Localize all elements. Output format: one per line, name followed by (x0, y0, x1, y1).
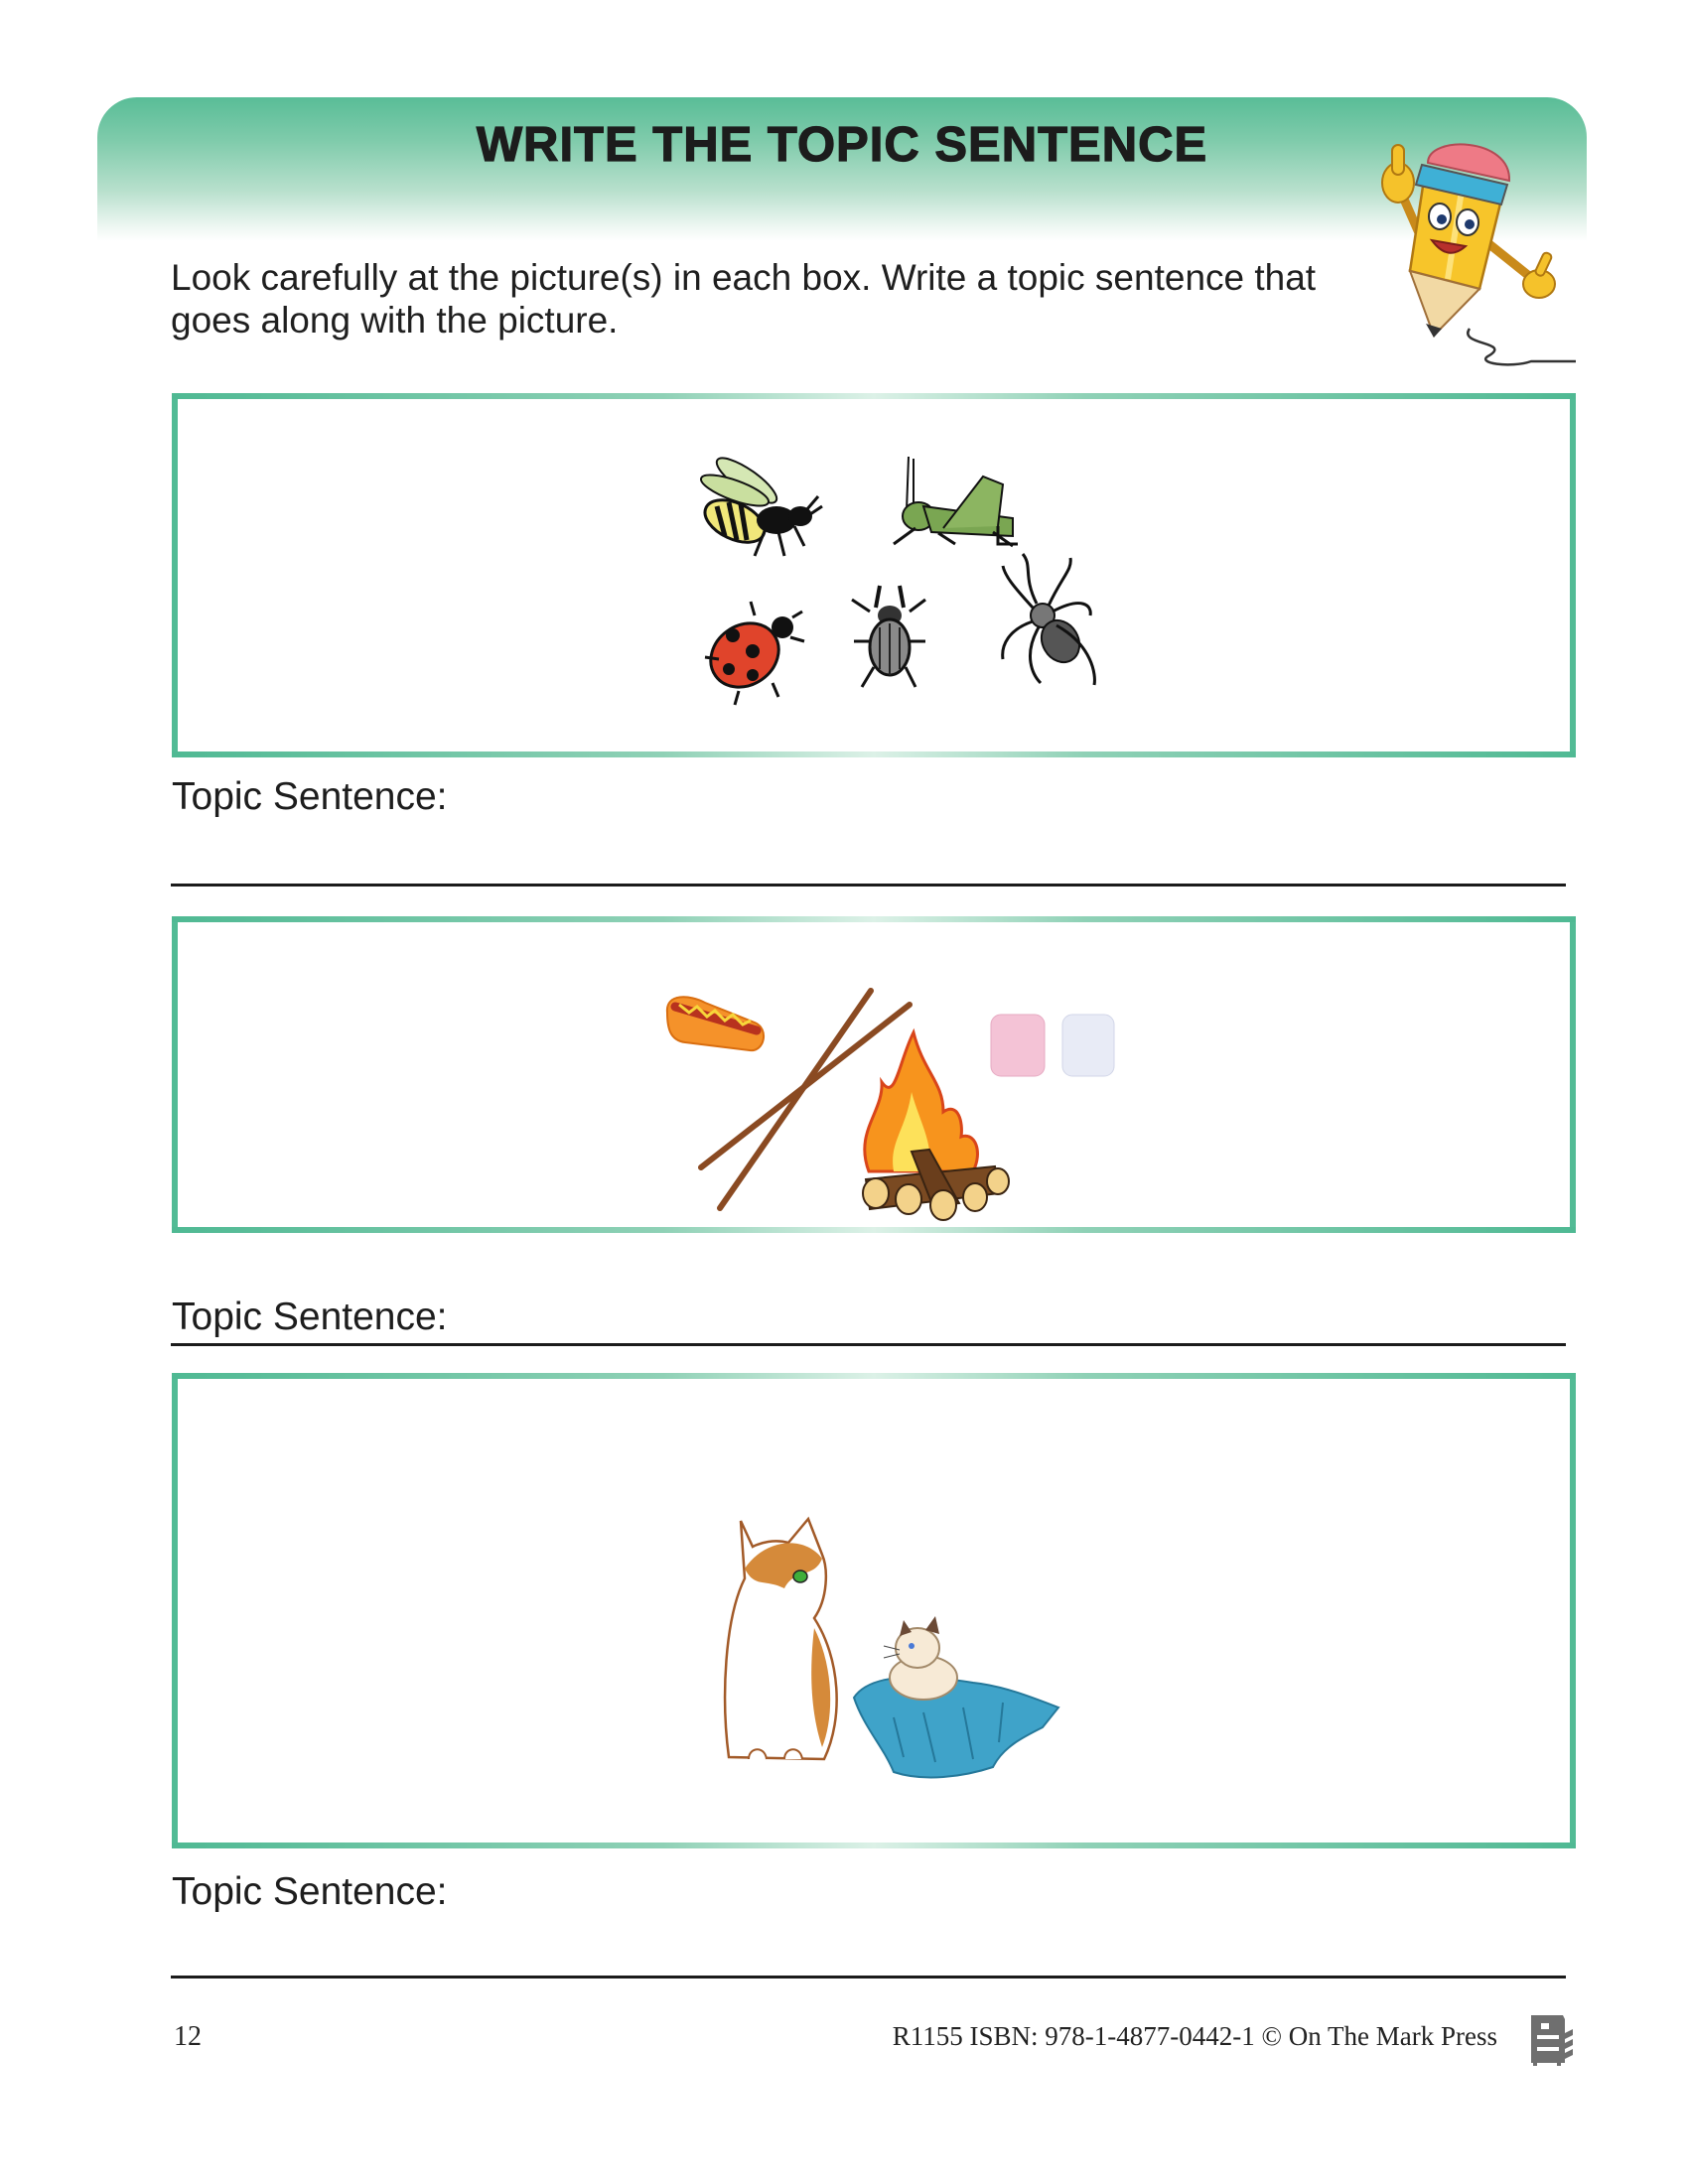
hot-dog-icon (667, 997, 764, 1050)
stag-beetle-icon (852, 586, 925, 687)
topic-sentence-label-1: Topic Sentence: (172, 775, 448, 818)
topic-sentence-answer-line-3[interactable] (171, 1976, 1566, 1979)
document-stack-icon (1527, 2013, 1575, 2067)
page-title: WRITE THE TOPIC SENTENCE (476, 118, 1208, 172)
publisher-credit: R1155 ISBN: 978-1-4877-0442-1 © On The Mark Press (892, 2021, 1497, 2051)
grasshopper-icon (894, 457, 1018, 546)
spider-icon (1003, 554, 1095, 685)
campfire-illustration (645, 973, 1142, 1221)
blanket-icon (854, 1677, 1058, 1777)
ladybug-icon (698, 602, 804, 705)
topic-sentence-answer-line-2[interactable] (171, 1343, 1566, 1346)
kitten-icon (884, 1616, 957, 1700)
wasp-icon (698, 451, 822, 556)
cats-illustration (705, 1499, 1082, 1787)
topic-sentence-label-2: Topic Sentence: (172, 1296, 448, 1338)
topic-sentence-label-3: Topic Sentence: (172, 1870, 448, 1913)
page-number: 12 (174, 2021, 202, 2052)
instructions-line-2: goes along with the picture. (171, 300, 619, 341)
instructions (171, 256, 1412, 341)
campfire-icon (863, 1032, 1009, 1220)
cat-icon (725, 1519, 837, 1759)
pink-marshmallow-icon (991, 1015, 1045, 1076)
white-marshmallow-icon (1062, 1015, 1114, 1076)
instructions-line-1: Look carefully at the picture(s) in each box. Write a topic sentence that (171, 257, 1317, 298)
pencil-mascot-icon (1362, 125, 1581, 383)
bugs-illustration (695, 437, 1112, 715)
topic-sentence-answer-line-1[interactable] (171, 884, 1566, 887)
